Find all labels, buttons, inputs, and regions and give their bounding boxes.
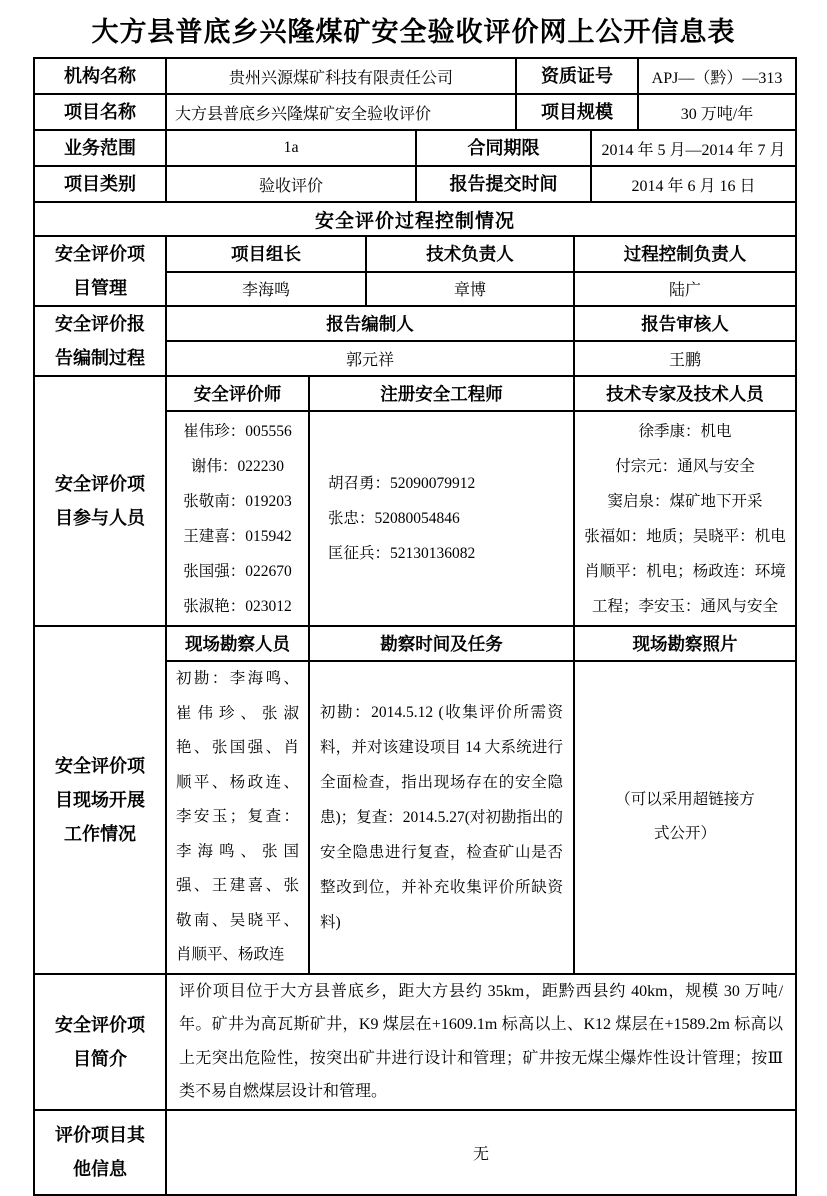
- report-reviewer-value: 王鹏: [574, 341, 796, 376]
- process-control-section-title: 安全评价过程控制情况: [34, 202, 796, 236]
- assessors-header: 安全评价师: [166, 376, 309, 411]
- person-entry: 窦启泉：煤矿地下开采: [607, 492, 763, 510]
- tech-lead-value: 章博: [366, 272, 574, 307]
- person-entry: 王建喜：015942: [183, 527, 292, 545]
- project-name-value: 大方县普底乡兴隆煤矿安全验收评价: [166, 94, 516, 130]
- person-entry: 谢伟：022230: [190, 457, 284, 475]
- person-entry: 张国强：022670: [183, 562, 292, 580]
- other-info-label: 评价项目其他信息: [34, 1110, 166, 1195]
- survey-tasks-text: 初勘：2014.5.12 (收集评价所需资料，并对该建设项目 14 大系统进行全面检查，指出现场存在的安全隐患)；复查：2014.5.27(对初勘指出的安全隐患进行复查，检查矿山是否整改到位，并补充收集评价所缺资料): [309, 661, 574, 974]
- row-other: [34, 1110, 796, 1195]
- project-name-label: 项目名称: [34, 94, 166, 130]
- report-submit-label: 报告提交时间: [416, 166, 591, 202]
- page-title: 大方县普底乡兴隆煤矿安全验收评价网上公开信息表: [91, 17, 736, 47]
- row-project: [34, 94, 796, 130]
- leader-value: 李海鸣: [166, 272, 366, 307]
- survey-photos-text: [574, 661, 796, 974]
- row-participants-headers: [34, 376, 796, 411]
- project-category-value: 验收评价: [166, 166, 416, 202]
- person-entry: 张淑艳：023012: [183, 597, 292, 615]
- process-control-header: 过程控制负责人: [574, 236, 796, 272]
- person-entry: 肖顺平：机电；杨政连：环境: [584, 562, 786, 580]
- report-writer-value: 郭元祥: [166, 341, 574, 376]
- org-name-value: 贵州兴源煤矿科技有限责任公司: [166, 58, 516, 94]
- org-name-label: 机构名称: [34, 58, 166, 94]
- survey-staff-text: 初勘：李海鸣、崔伟珍、张淑艳、张国强、肖顺平、杨政连、李安玉；复查：李海鸣、张国强、王建喜、张敬南、吴晓平、肖顺平、杨政连: [166, 661, 309, 974]
- experts-list: [574, 411, 796, 626]
- tech-lead-header: 技术负责人: [366, 236, 574, 272]
- survey-photos-header: 现场勘察照片: [574, 626, 796, 661]
- experts-header: 技术专家及技术人员: [574, 376, 796, 411]
- person-entry: 工程；李安玉：通风与安全: [592, 597, 779, 615]
- row-section-header: [34, 202, 796, 236]
- row-scope: [34, 130, 796, 166]
- other-info-value: 无: [166, 1110, 796, 1195]
- person-entry: 张敬南：019203: [183, 492, 292, 510]
- person-entry: 张忠：52080054846: [328, 510, 460, 527]
- row-profile: [34, 974, 796, 1110]
- profile-label: 安全评价项目简介: [34, 974, 166, 1110]
- profile-text: 评价项目位于大方县普底乡，距大方县约 35km，距黔西县约 40km，规模 30 万吨/年。矿井为高瓦斯矿井，K9 煤层在+1609.1m 标高以上、K12 煤层在+1589.2m 标高以上无突出危险性，按突出矿井进行设计和管理；矿井按无煤尘爆炸性设计管理；按Ⅲ类不易自燃煤层设计和管理。: [166, 974, 796, 1110]
- management-label: 安全评价项目管理: [34, 236, 166, 306]
- row-survey-headers: [34, 626, 796, 661]
- row-category: [34, 166, 796, 202]
- person-entry: 崔伟珍：005556: [183, 422, 292, 440]
- business-scope-value: 1a: [166, 130, 416, 166]
- project-scale-value: 30 万吨/年: [638, 94, 796, 130]
- project-category-label: 项目类别: [34, 166, 166, 202]
- report-writer-header: 报告编制人: [166, 306, 574, 341]
- info-table: [33, 57, 797, 1196]
- engineers-list: [309, 411, 574, 626]
- survey-photos-note: （可以采用超链接方式公开）: [615, 791, 755, 843]
- row-org: [34, 58, 796, 94]
- person-entry: 徐季康：机电: [638, 422, 732, 440]
- survey-tasks-header: 勘察时间及任务: [309, 626, 574, 661]
- process-control-value: 陆广: [574, 272, 796, 307]
- survey-label: 安全评价项目现场开展工作情况: [34, 626, 166, 974]
- leader-header: 项目组长: [166, 236, 366, 272]
- person-entry: 匡征兵：52130136082: [328, 545, 476, 562]
- assessors-list: [166, 411, 309, 626]
- contract-period-value: 2014 年 5 月—2014 年 7 月: [591, 130, 796, 166]
- row-management-headers: [34, 236, 796, 272]
- business-scope-label: 业务范围: [34, 130, 166, 166]
- project-scale-label: 项目规模: [516, 94, 638, 130]
- report-process-label: 安全评价报告编制过程: [34, 306, 166, 376]
- person-entry: 胡召勇：52090079912: [328, 475, 476, 492]
- report-reviewer-header: 报告审核人: [574, 306, 796, 341]
- person-entry: 付宗元：通风与安全: [615, 457, 755, 475]
- person-entry: 张福如：地质；吴晓平：机电: [584, 527, 786, 545]
- report-submit-value: 2014 年 6 月 16 日: [591, 166, 796, 202]
- survey-staff-header: 现场勘察人员: [166, 626, 309, 661]
- engineers-header: 注册安全工程师: [309, 376, 574, 411]
- cert-no-value: APJ—（黔）—313: [638, 58, 796, 94]
- cert-no-label: 资质证号: [516, 58, 638, 94]
- contract-period-label: 合同期限: [416, 130, 591, 166]
- participants-label: 安全评价项目参与人员: [34, 376, 166, 626]
- row-report-headers: [34, 306, 796, 341]
